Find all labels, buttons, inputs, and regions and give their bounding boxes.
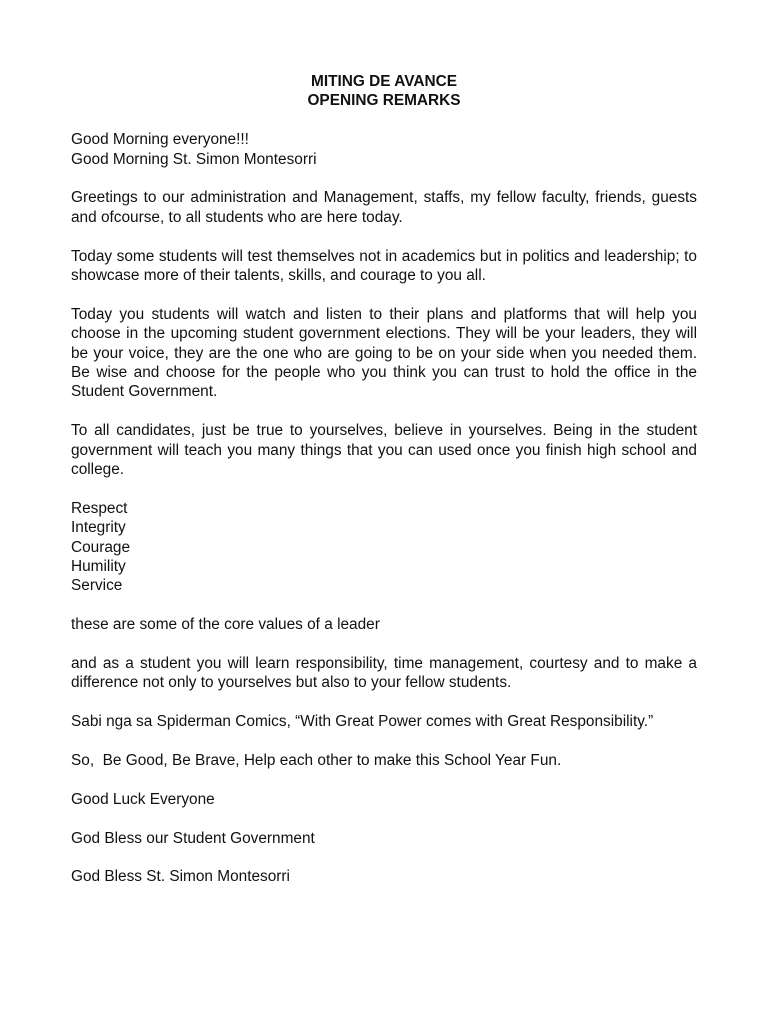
paragraph-greetings: Greetings to our administration and Management, staffs, my fellow faculty, friends, guests and ofcourse, to all students who are here today. [71,189,697,226]
paragraph-today-2: Today you students will watch and listen to their plans and platforms that will help you choose in the upcoming student government elections. They will be your leaders, they will be your voice, they are the one who are going to be on your side when you needed them. Be wise and choose for the people who you think you can trust to hold the office in the Student Government. [71,305,697,401]
core-value-item: Service [71,577,123,595]
document-page [71,72,697,906]
document-subtitle: OPENING REMARKS [307,92,461,110]
core-value-item: Courage [71,538,131,556]
closing-good-luck: Good Luck Everyone [71,790,215,808]
core-value-item: Respect [71,499,128,517]
greeting-block [71,130,697,169]
paragraph-candidates: To all candidates, just be true to yourselves, believe in yourselves. Being in the student government will teach you many things that you can used once you finish high school and college. [71,422,697,479]
paragraph-spiderman-quote: Sabi nga sa Spiderman Comics, “With Great Power comes with Great Responsibility.” [71,713,654,731]
core-values-list [71,499,697,596]
paragraph-core-values: these are some of the core values of a leader [71,616,380,634]
closing-bless-school: God Bless St. Simon Montesorri [71,868,290,886]
greeting-line-2: Good Morning St. Simon Montesorri [71,150,317,168]
greeting-line-1: Good Morning everyone!!! [71,131,249,149]
closing-bless-student-government: God Bless our Student Government [71,829,315,847]
paragraph-today-1: Today some students will test themselves not in academics but in politics and leadership; to showcase more of their talents, skills, and courage to you all. [71,247,697,285]
core-value-item: Humility [71,558,126,576]
title-block [71,72,697,111]
document-title: MITING DE AVANCE [311,73,457,90]
paragraph-student: and as a student you will learn responsibility, time management, courtesy and to make a difference not only to yourselves but also to your fellow students. [71,655,697,692]
paragraph-so: So, Be Good, Be Brave, Help each other to make this School Year Fun. [71,752,562,770]
core-value-item: Integrity [71,519,126,537]
